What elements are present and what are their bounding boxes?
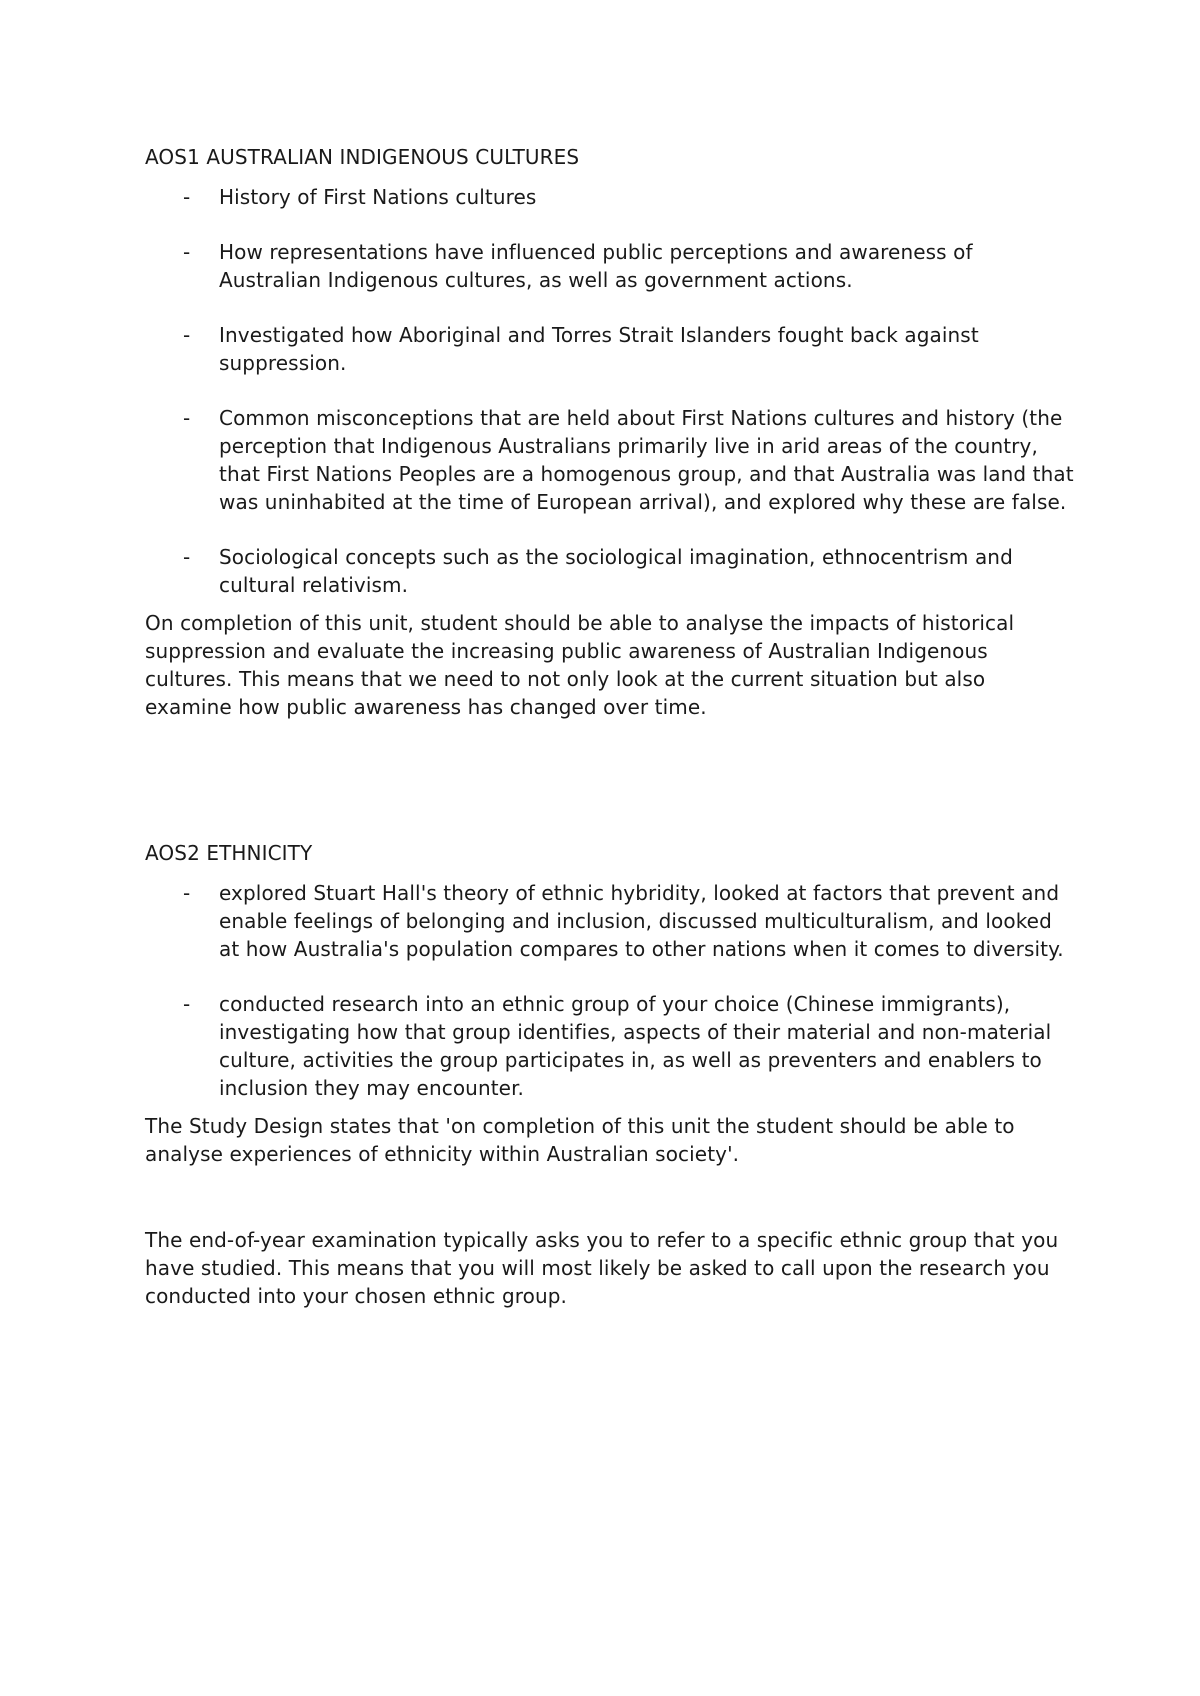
- dash-marker: -: [183, 881, 191, 905]
- list-item-text: explored Stuart Hall's theory of ethnic hybridity, looked at factors that prevent and enable feelings of belonging and inclusion, discussed multiculturalism, and looked at how Australia's population compares to other nations when it comes to diversity.: [219, 881, 1064, 961]
- list-item-text: Sociological concepts such as the sociological imagination, ethnocentrism and cultural relativism.: [219, 545, 1013, 597]
- list-item: [145, 321, 1075, 377]
- study-design-paragraph: The Study Design states that 'on completion of this unit the student should be able to analyse experiences of ethnicity within Australian society'.: [145, 1114, 1015, 1166]
- paragraph-spacer: [145, 1168, 1075, 1226]
- list-item-text: History of First Nations cultures: [219, 185, 537, 209]
- list-item: [145, 183, 1075, 211]
- list-item-text: conducted research into an ethnic group of your choice (Chinese immigrants), investigating how that group identifies, aspects of their material and non-material culture, activities the group participates in, as well as preventers and enablers to inclusion they may encounter.: [219, 992, 1052, 1100]
- exam-note-paragraph: The end-of-year examination typically asks you to refer to a specific ethnic group that you have studied. This means that you will most likely be asked to call upon the research you conducted into your chosen ethnic group.: [145, 1228, 1059, 1308]
- dash-marker: -: [183, 545, 191, 569]
- list-item: [145, 404, 1075, 516]
- list-item-text: Investigated how Aboriginal and Torres Strait Islanders fought back against suppression.: [219, 323, 979, 375]
- section-spacer: [145, 721, 1075, 839]
- document-body: [145, 143, 1075, 1310]
- list-item: [145, 990, 1075, 1102]
- aos2-list: [145, 879, 1075, 1102]
- aos1-list: [145, 183, 1075, 599]
- aos1-summary-paragraph: On completion of this unit, student should be able to analyse the impacts of historical suppression and evaluate the increasing public awareness of Australian Indigenous cultures. This means that we need to not only look at the current situation but also examine how public awareness has changed over time.: [145, 611, 1015, 719]
- aos2-heading: AOS2 ETHNICITY: [145, 841, 313, 865]
- aos1-heading: AOS1 AUSTRALIAN INDIGENOUS CULTURES: [145, 145, 580, 169]
- list-item: [145, 238, 1075, 294]
- dash-marker: -: [183, 323, 191, 347]
- dash-marker: -: [183, 406, 191, 430]
- dash-marker: -: [183, 992, 191, 1016]
- dash-marker: -: [183, 240, 191, 264]
- list-item-text: Common misconceptions that are held about First Nations cultures and history (the perception that Indigenous Australians primarily live in arid areas of the country, that First Nations Peoples are a homogenous group, and that Australia was land that was uninhabited at the time of European arrival), and explored why these are false.: [219, 406, 1074, 514]
- list-item: [145, 543, 1075, 599]
- dash-marker: -: [183, 185, 191, 209]
- list-item-text: How representations have influenced public perceptions and awareness of Australian Indigenous cultures, as well as government actions.: [219, 240, 973, 292]
- list-item: [145, 879, 1075, 963]
